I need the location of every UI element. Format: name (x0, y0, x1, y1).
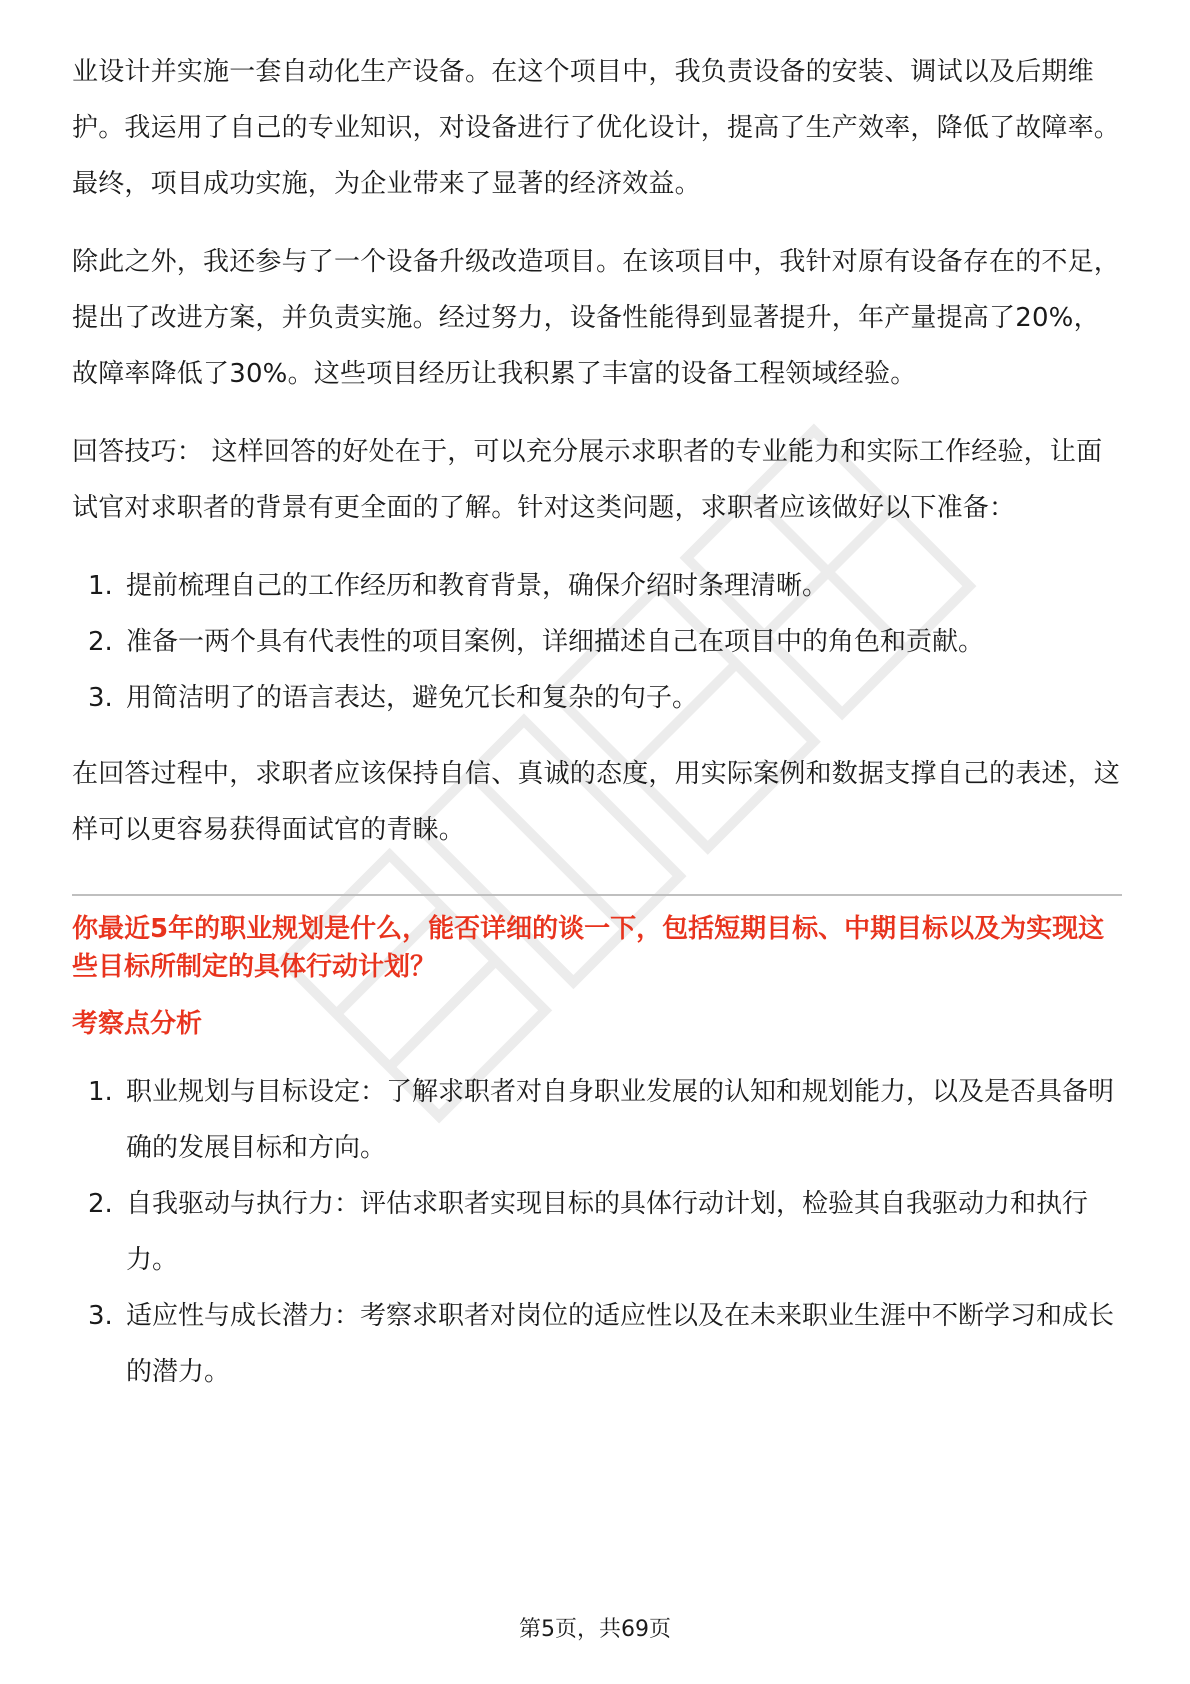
paragraph-closing: 在回答过程中，求职者应该保持自信、真诚的态度，用实际案例和数据支撑自己的表述，这样可以更容易获得面试官的青睐。 (72, 759, 1121, 845)
list-number: 1. (88, 1077, 113, 1107)
list-item-text: 用简洁明了的语言表达，避免冗长和复杂的句子。 (126, 683, 699, 713)
list-number: 2. (88, 627, 113, 657)
analysis-title: 考察点分析 (72, 1009, 203, 1039)
paragraph-upgrade-project: 除此之外，我还参与了一个设备升级改造项目。在该项目中，我针对原有设备存在的不足，提出了改进方案，并负责实施。经过努力，设备性能得到显著提升，年产量提高了20%，故障率降低了30%。这些项目经历让我积累了丰富的设备工程领域经验。 (72, 247, 1121, 389)
list-item (72, 614, 1122, 670)
list-item-text: 提前梳理自己的工作经历和教育背景，确保介绍时条理清晰。 (126, 571, 829, 601)
section-divider (72, 894, 1122, 896)
tips-list (72, 558, 1122, 726)
list-number: 3. (88, 1301, 113, 1331)
list-item-text: 职业规划与目标设定：了解求职者对自身职业发展的认知和规划能力，以及是否具备明确的发展目标和方向。 (126, 1077, 1115, 1163)
list-item (72, 558, 1122, 614)
list-item (72, 1176, 1122, 1288)
analysis-list (72, 1064, 1122, 1400)
list-number: 2. (88, 1189, 113, 1219)
list-item-text: 自我驱动与执行力：评估求职者实现目标的具体行动计划，检验其自我驱动力和执行力。 (126, 1189, 1089, 1275)
list-item (72, 1288, 1122, 1400)
list-item-text: 适应性与成长潜力：考察求职者对岗位的适应性以及在未来职业生涯中不断学习和成长的潜力。 (126, 1301, 1115, 1387)
paragraph-answer-tips: 回答技巧： 这样回答的好处在于，可以充分展示求职者的专业能力和实际工作经验，让面试官对求职者的背景有更全面的了解。针对这类问题，求职者应该做好以下准备： (72, 437, 1103, 523)
page-footer: 第5页，共69页 (519, 1617, 671, 1642)
content-area (72, 44, 1122, 1420)
list-number: 1. (88, 571, 113, 601)
list-item (72, 670, 1122, 726)
question-heading: 你最近5年的职业规划是什么，能否详细的谈一下，包括短期目标、中期目标以及为实现这些目标所制定的具体行动计划？ (72, 914, 1105, 982)
list-item-text: 准备一两个具有代表性的项目案例，详细描述自己在项目中的角色和贡献。 (126, 627, 985, 657)
list-number: 3. (88, 683, 113, 713)
paragraph-project-description: 业设计并实施一套自动化生产设备。在这个项目中，我负责设备的安装、调试以及后期维护。我运用了自己的专业知识，对设备进行了优化设计，提高了生产效率，降低了故障率。最终，项目成功实施，为企业带来了显著的经济效益。 (72, 57, 1121, 199)
list-item (72, 1064, 1122, 1176)
